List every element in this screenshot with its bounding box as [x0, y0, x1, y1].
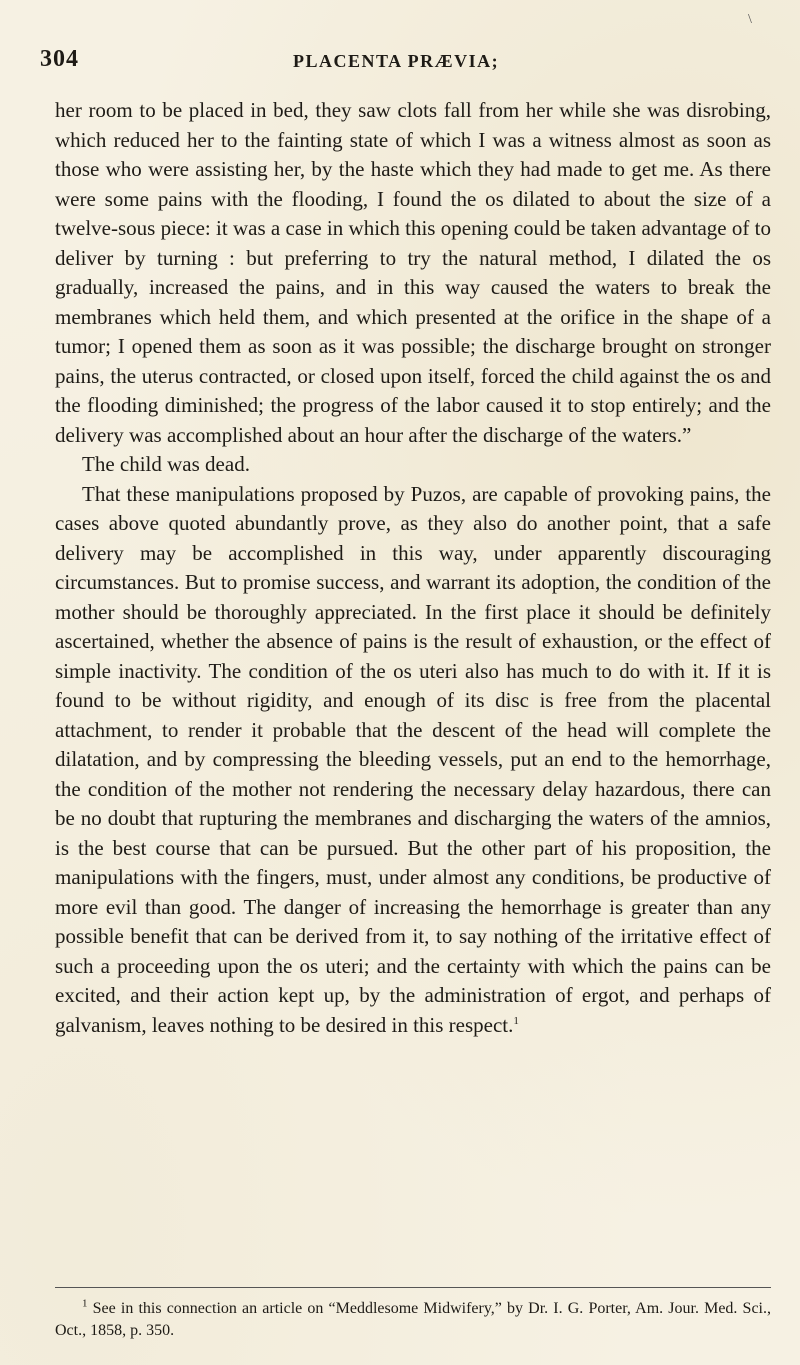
body-text — [55, 96, 771, 1040]
footnote-text: See in this connection an article on “Meddlesome Midwifery,” by Dr. I. G. Porter, Am. Jour. Med. Sci., Oct., 1858, p. 350. — [55, 1300, 772, 1339]
paragraph-puzos — [55, 480, 771, 1041]
corner-mark: \ — [748, 12, 752, 27]
paragraph-puzos-text: That these manipulations proposed by Puzos, are capable of provoking pains, the cases above quoted abundantly prove, as they also do another point, that a safe delivery may be accomplished in this way, under apparently discouraging circumstances. But to promise success, and warrant its adoption, the condition of the mother should be thoroughly appreciated. In the first place it should be definitely ascertained, whether the absence of pains is the result of exhaustion, or the effect of simple inactivity. The condition of the os uteri also has much to do with it. If it is found to be without rigidity, and enough of its disc is free from the placental attachment, to render it probable that the descent of the head will complete the dilatation, and by compressing the bleeding vessels, put an end to the hemorrhage, the condition of the mother not rendering the necessary delay hazardous, there can be no doubt that rupturing the membranes and discharging the waters of the amnios, is the best course that can be pursued. But the other part of his proposition, the manipulations with the fingers, must, under almost any conditions, be productive of more evil than good. The danger of increasing the hemorrhage is greater than any possible benefit that can be derived from it, to say nothing of the irritative effect of such a proceeding upon the os uteri; and the certainty with which the pains can be excited, and their action kept up, by the administration of ergot, and perhaps of galvanism, leaves nothing to be desired in this respect. — [55, 481, 771, 1037]
paragraph-child-dead: The child was dead. — [82, 452, 250, 476]
page-number: 304 — [40, 46, 79, 72]
footnote — [55, 1298, 771, 1342]
paragraph-continued: her room to be placed in bed, they saw clots fall from her while she was disrobing, which reduced her to the fainting state of which I was a witness almost as soon as those who were assisting her, by the haste which they had made to get me. As there were some pains with the flooding, I found the os dilated to about the size of a twelve-sous piece: it was a case in which this opening could be taken advantage of to deliver by turning : but preferring to try the natural method, I dilated the os gradually, increased the pains, and in this way caused the waters to break the membranes which held them, and which presented at the orifice in the shape of a tumor; I opened them as soon as it was possible; the discharge brought on stronger pains, the uterus contracted, or closed upon itself, forced the child against the os and the flooding diminished; the progress of the labor caused it to stop entirely; and the delivery was accomplished about an hour after the discharge of the waters.” — [55, 98, 771, 447]
footnote-rule — [55, 1287, 771, 1288]
running-head: PLACENTA PRÆVIA; — [293, 51, 500, 71]
footnote-marker: 1 — [82, 1297, 88, 1310]
footnote-reference: 1 — [513, 1014, 519, 1027]
